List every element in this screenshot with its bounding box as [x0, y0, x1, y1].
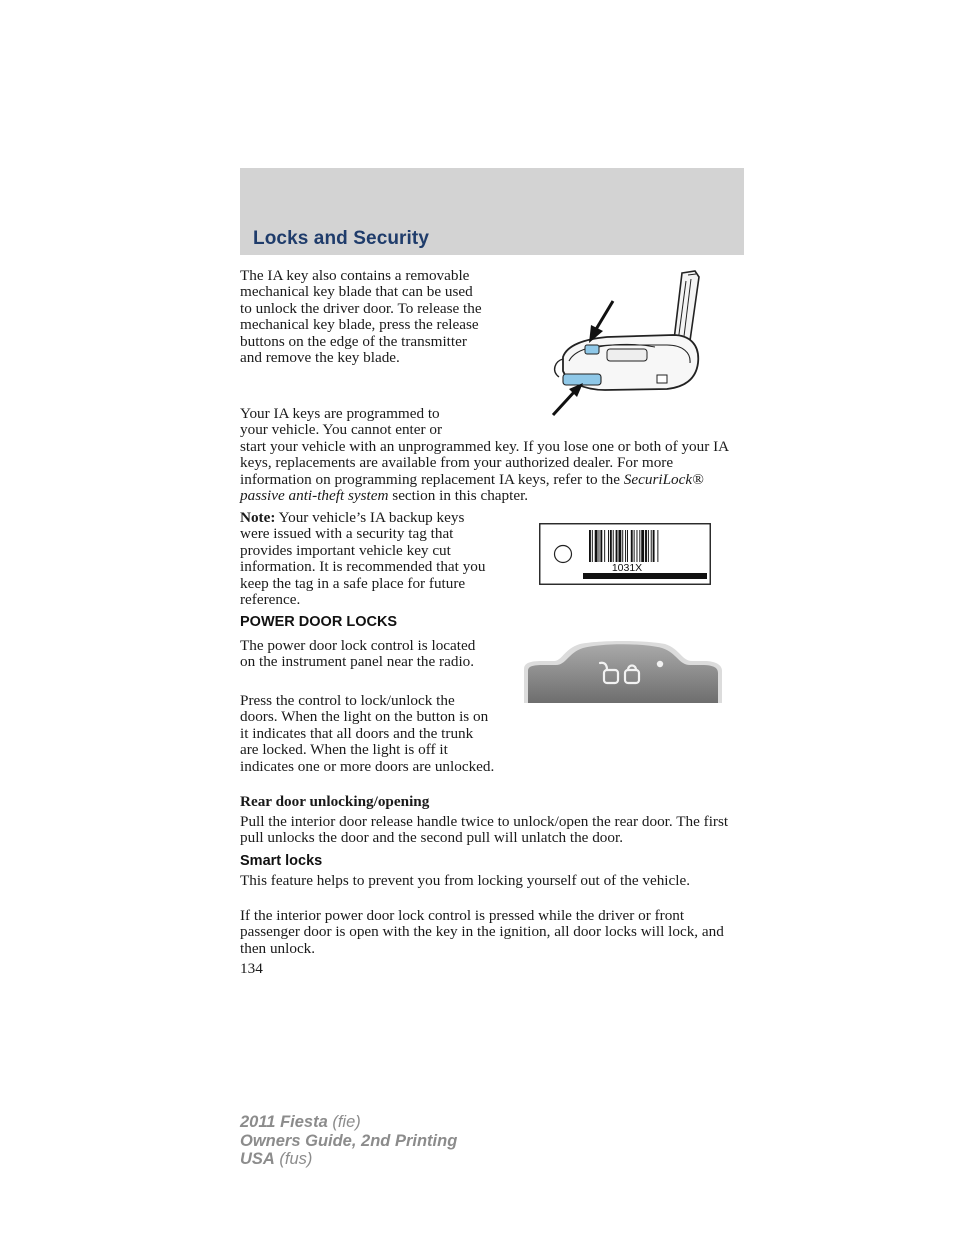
barcode-bar — [627, 530, 628, 562]
rear-door-heading: Rear door unlocking/opening — [240, 793, 430, 810]
footer-market: USA — [240, 1150, 275, 1168]
note-text: Your vehicle’s IA backup keys were issued with a security tag that provides important vehicle key cut information. It is recommended that you keep the tag in a safe place for future reference. — [240, 509, 486, 609]
barcode-bar — [600, 530, 602, 562]
power-door-locks-paragraph-1: The power door lock control is located on the instrument panel near the radio. — [240, 637, 476, 671]
barcode-bar — [592, 530, 593, 562]
release-button-edge — [563, 374, 601, 385]
page-number: 134 — [240, 960, 263, 977]
barcode-bar — [631, 530, 633, 562]
barcode-bar — [613, 530, 614, 562]
barcode-bar — [589, 530, 591, 562]
barcode-bar — [657, 530, 658, 562]
barcode-bar — [641, 530, 644, 562]
barcode-bar — [608, 530, 609, 562]
section-title: Locks and Security — [253, 228, 430, 249]
footer-model-code: (fie) — [327, 1113, 361, 1131]
ia-key-paragraph-2-line-1: Your IA keys are programmed to — [240, 405, 440, 422]
barcode-bar — [610, 530, 612, 562]
barcode-bar — [604, 530, 605, 562]
smart-locks-paragraph-2: If the interior power door lock control is pressed while the driver or front passenger door is open with the key in the ignition, all door locks will lock, and then unlock. — [240, 907, 724, 957]
power-door-locks-paragraph-2: Press the control to lock/unlock the doors. When the light on the button is on it indicates that all doors and the trunk are locked. When the light is off it indicates one or more doors are unlocked. — [240, 692, 495, 775]
tag-code: 1031X — [611, 562, 643, 574]
ia-key-illustration — [545, 265, 710, 420]
power-door-locks-heading: POWER DOOR LOCKS — [240, 614, 398, 630]
barcode-bar — [645, 530, 647, 562]
footer-guide: Owners Guide, 2nd Printing — [240, 1131, 458, 1150]
ia-key-paragraph-2-body: start your vehicle with an unprogrammed key. If you lose one or both of your IA keys, replacements are available from your authorized dealer. For more information on programming replacement IA keys, refer to the — [240, 437, 729, 488]
footer-model: 2011 Fiesta — [240, 1113, 328, 1131]
barcode-bar — [618, 530, 621, 562]
barcode-bar — [653, 530, 655, 562]
security-tag-illustration — [539, 523, 711, 585]
smart-locks-heading: Smart locks — [240, 853, 323, 869]
note-paragraph — [240, 510, 495, 608]
tag-hole — [555, 546, 572, 563]
barcode-bar — [599, 530, 600, 562]
barcode-bar — [634, 530, 635, 562]
ia-key-paragraph-1: The IA key also contains a removable mechanical key blade that can be used to unlock the driver door. To release the mechanical key blade, press the release buttons on the edge of the transmitter and remove the key blade. — [240, 267, 482, 367]
barcode-bar — [637, 530, 638, 562]
barcode-bar — [651, 530, 652, 562]
barcode-bar — [622, 530, 623, 562]
footer — [240, 1113, 457, 1169]
ia-key-paragraph-2-line-2: your vehicle. You cannot enter or — [240, 421, 443, 439]
release-button-top — [585, 345, 599, 354]
barcode-bar — [625, 530, 626, 562]
ia-key-paragraph-2-tail: section in this chapter. — [388, 487, 529, 505]
note-label: Note: — [240, 509, 276, 526]
smart-locks-paragraph-1: This feature helps to prevent you from locking yourself out of the vehicle. — [240, 872, 691, 889]
ia-key-paragraph-2 — [240, 406, 740, 504]
barcode-bar — [639, 530, 640, 562]
footer-market-code: (fus) — [274, 1150, 313, 1168]
barcode-bar — [616, 530, 618, 562]
power-door-lock-control-illustration — [520, 641, 725, 703]
barcode-bar — [648, 530, 649, 562]
securilock-reference: SecuriLock® passive anti-theft system — [240, 470, 704, 505]
barcode-bar — [595, 530, 598, 562]
rear-door-paragraph: Pull the interior door release handle twice to unlock/open the rear door. The first pull unlocks the door and the second pull will unlatch the door. — [240, 813, 729, 847]
indicator-light-icon — [657, 661, 663, 667]
